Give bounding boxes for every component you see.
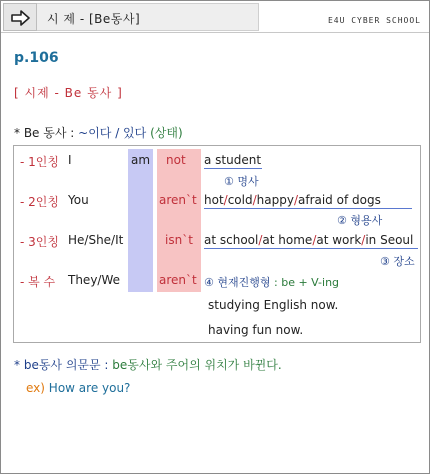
complement: hot/cold/happy/afraid of dogs <box>204 193 381 207</box>
header-bar <box>1 1 429 33</box>
am-column-highlight <box>128 149 153 292</box>
verb-am: am <box>131 153 151 167</box>
title-box <box>37 3 259 31</box>
be-label: Be 동사 : <box>23 126 75 140</box>
bullet: * <box>14 358 20 372</box>
be-verb-definition <box>14 124 183 141</box>
example-line <box>26 381 130 395</box>
person-label: - 3인칭 <box>20 235 59 249</box>
school-name: E4U CYBER SCHOOL <box>327 16 421 25</box>
right-arrow-icon <box>11 10 31 26</box>
person-label: - 2인칭 <box>20 195 59 209</box>
pronoun: They/We <box>68 273 121 287</box>
section-title: [ 시제 - Be 동사 ] <box>14 86 123 100</box>
person-label: - 1인칭 <box>20 155 59 169</box>
progressive-example: having fun now. <box>208 323 304 337</box>
present-progressive: ④ 현재진행형 : be + V-ing <box>204 276 340 289</box>
complement: at school/at home/at work/in Seoul <box>204 233 414 247</box>
header-arrow-box <box>3 3 37 31</box>
question-rule <box>14 356 282 373</box>
pronoun: You <box>68 193 89 207</box>
person-label: - 복 수 <box>20 275 56 289</box>
complement-underline <box>204 248 418 249</box>
complement-type: ① 명사 <box>224 175 259 188</box>
be-state: (상태) <box>150 126 183 140</box>
question-label: be동사 의문문 : <box>23 358 109 372</box>
negative-form: aren`t <box>159 273 197 287</box>
negative-form: aren`t <box>159 193 197 207</box>
negative-form: not <box>166 153 186 167</box>
complement-type: ② 형용사 <box>337 214 383 227</box>
progressive-example: studying English now. <box>208 298 339 312</box>
page-number: p.106 <box>14 50 59 66</box>
complement-underline <box>204 208 412 209</box>
example-prefix: ex) <box>26 381 45 395</box>
complement: a student <box>204 153 262 167</box>
complement-underline <box>204 168 262 169</box>
not-column-highlight <box>157 149 201 292</box>
negative-form: isn`t <box>165 233 193 247</box>
conjugation-table <box>13 145 421 343</box>
be-meaning: ~이다 / 있다 <box>78 126 147 140</box>
pronoun: He/She/It <box>68 233 124 247</box>
bullet: * <box>14 126 20 140</box>
page-title: 시 제 - [Be동사] <box>47 12 141 26</box>
pronoun: I <box>68 153 72 167</box>
complement-type: ③ 장소 <box>380 255 415 268</box>
question-desc: be동사와 주어의 위치가 바뀐다. <box>112 358 282 372</box>
example-sentence: How are you? <box>48 381 131 395</box>
